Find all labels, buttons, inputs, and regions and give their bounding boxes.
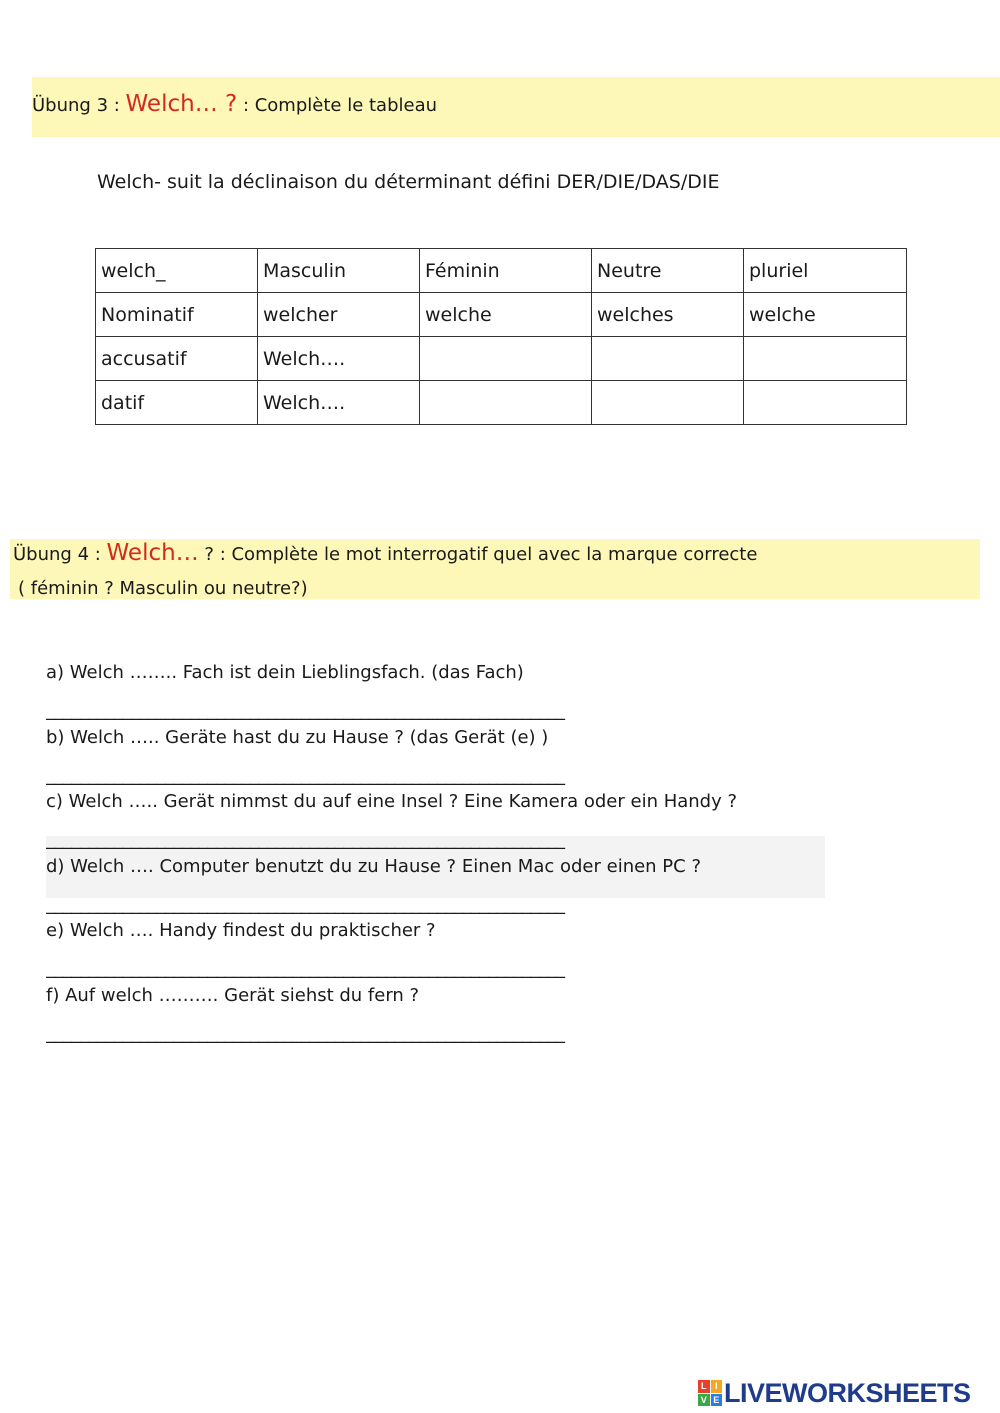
declension-table bbox=[95, 248, 907, 425]
table-cell: welche bbox=[420, 293, 592, 337]
question-item: e) Welch …. Handy findest du praktischer ? bbox=[46, 920, 436, 941]
table-row bbox=[96, 337, 907, 381]
table-cell: welche bbox=[744, 293, 907, 337]
answer-line[interactable]: _____________________________________________________________ bbox=[46, 764, 565, 786]
exercise4-number: Übung 4 : bbox=[13, 544, 107, 565]
answer-cell[interactable] bbox=[744, 337, 907, 381]
logo-mark-tile: I bbox=[711, 1380, 723, 1393]
table-cell: Féminin bbox=[420, 249, 592, 293]
answer-line[interactable]: _____________________________________________________________ bbox=[46, 829, 565, 850]
table-cell: Masculin bbox=[258, 249, 420, 293]
table-row bbox=[96, 293, 907, 337]
question-item: f) Auf welch ………. Gerät siehst du fern ? bbox=[46, 984, 420, 1006]
answer-cell[interactable] bbox=[592, 381, 744, 425]
answer-line[interactable]: _____________________________________________________________ bbox=[46, 1022, 565, 1044]
answer-line[interactable]: _____________________________________________________________ bbox=[46, 700, 565, 721]
table-cell: pluriel bbox=[744, 249, 907, 293]
table-header-row bbox=[96, 249, 907, 293]
logo-mark-tile: E bbox=[711, 1394, 723, 1407]
liveworksheets-logo bbox=[698, 1378, 971, 1408]
exercise3-instruction: : Complète le tableau bbox=[237, 95, 438, 116]
table-cell: datif bbox=[96, 381, 258, 425]
question-item: a) Welch …….. Fach ist dein Lieblingsfach. (das Fach) bbox=[46, 662, 524, 683]
answer-cell[interactable] bbox=[420, 381, 592, 425]
answer-cell[interactable] bbox=[420, 337, 592, 381]
table-cell: Welch…. bbox=[258, 337, 420, 381]
table-cell: welches bbox=[592, 293, 744, 337]
logo-mark-tile: L bbox=[698, 1380, 710, 1393]
table-cell: Welch…. bbox=[258, 381, 420, 425]
exercise3-number: Übung 3 : bbox=[32, 95, 126, 116]
table-row bbox=[96, 381, 907, 425]
table-cell: welch_ bbox=[96, 249, 258, 293]
table-cell: welcher bbox=[258, 293, 420, 337]
logo-mark-tile: V bbox=[698, 1394, 710, 1407]
question-item: c) Welch ….. Gerät nimmst du auf eine Insel ? Eine Kamera oder ein Handy ? bbox=[46, 791, 738, 812]
question-item: b) Welch ….. Geräte hast du zu Hause ? (das Gerät (e) ) bbox=[46, 726, 549, 748]
table-cell: accusatif bbox=[96, 337, 258, 381]
question-item: d) Welch …. Computer benutzt du zu Hause ? Einen Mac oder einen PC ? bbox=[46, 855, 702, 877]
exercise3-intro: Welch- suit la déclinaison du déterminant défini DER/DIE/DAS/DIE bbox=[97, 171, 720, 193]
exercise3-keyword: Welch… ? bbox=[125, 91, 238, 117]
answer-line[interactable]: _____________________________________________________________ bbox=[46, 958, 565, 979]
logo-mark-icon bbox=[698, 1380, 722, 1406]
answer-cell[interactable] bbox=[592, 337, 744, 381]
answer-cell[interactable] bbox=[744, 381, 907, 425]
logo-text: LIVEWORKSHEETS bbox=[724, 1377, 971, 1408]
answer-line[interactable]: _____________________________________________________________ bbox=[46, 893, 565, 915]
exercise3-title bbox=[32, 91, 437, 117]
exercise4-title bbox=[13, 540, 757, 566]
table-cell: Nominatif bbox=[96, 293, 258, 337]
exercise4-instruction: ? : Complète le mot interrogatif quel avec la marque correcte bbox=[198, 544, 758, 565]
exercise4-subtitle: ( féminin ? Masculin ou neutre?) bbox=[18, 578, 308, 599]
table-cell: Neutre bbox=[592, 249, 744, 293]
exercise4-keyword: Welch… bbox=[106, 540, 199, 566]
